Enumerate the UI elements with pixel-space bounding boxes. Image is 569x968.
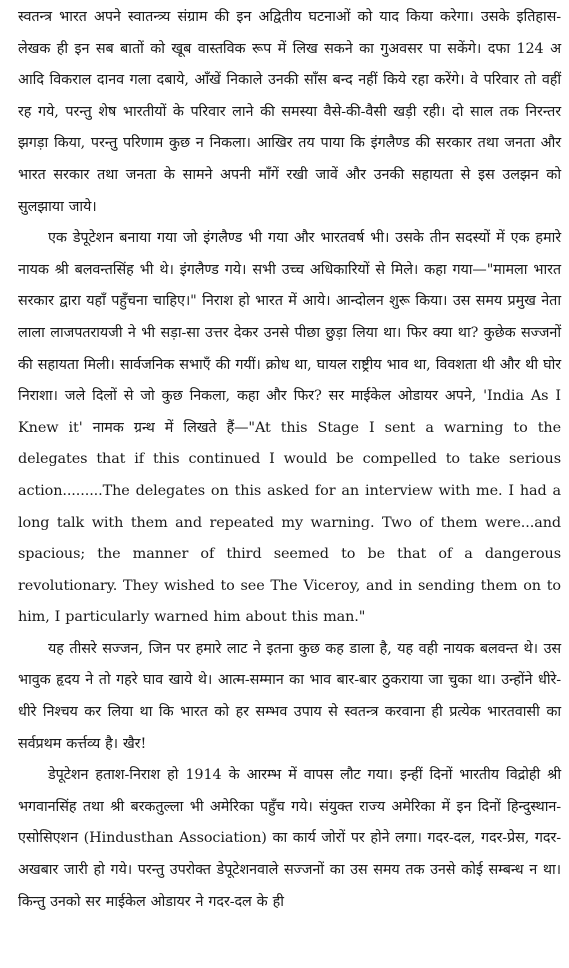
paragraph-2: एक डेपूटेशन बनाया गया जो इंगलैण्ड भी गया और भारतवर्ष भी। उसके तीन सदस्यों में एक हमारे नायक श्री बलवन्तसिंह भी थे। इंगलैण्ड गये। सभी उच्च अधिकारियों से मिले। कहा गया—"मामला भारत सरकार द्वारा यहाँ पहुँचना चाहिए।" निराश हो भारत में आये। आन्दोलन शुरू किया। उस समय प्रमुख नेता लाला लाजपतरायजी ने भी सड़ा-सा उत्तर देकर उनसे पीछा छुड़ा लिया था। फिर क्या था? कुछेक सज्जनों की सहायता मिली। सार्वजनिक सभाएँ की गयीं। क्रोध था, घायल राष्ट्रीय भाव था, विवशता थी और थी घोर निराशा। जले दिलों से जो कुछ निकला, कहा और फिर? सर माईकेल ओडायर अपने, 'India As I Knew it' नामक ग्रन्थ में लिखते हैं—"At this Stage I sent a warning to the delegates that if this continued I would be compelled to take serious action.........The delegates on this asked for an interview with me. I had a long talk with them and repeated my warning. Two of them were...and spacious; the manner of third seemed to be that of a dangerous revolutionary. They wished to see The Viceroy, and in sending them on to him, I particularly warned him about this man." (18, 230, 561, 626)
paragraph-4: डेपूटेशन हताश-निराश हो 1914 के आरम्भ में वापस लौट गया। इन्हीं दिनों भारतीय विद्रोही श्री भगवानसिंह तथा श्री बरकतुल्ला भी अमेरिका पहुँच गये। संयुक्त राज्य अमेरिका में इन दिनों हिन्दुस्थान-एसोसिएशन (Hindusthan Association) का कार्य जोरों पर होने लगा। गदर-दल, गदर-प्रेस, गदर-अखबार जारी हो गये। परन्तु उपरोक्त डेपूटेशनवाले सज्जनों का उस समय तक उनसे कोई सम्बन्ध न था। किन्तु उनको सर माईकेल ओडायर ने गदर-दल के ही (18, 767, 561, 910)
paragraph-1: स्वतन्त्र भारत अपने स्वातन्त्र्य संग्राम की इन अद्वितीय घटनाओं को याद किया करेगा। उसके इतिहास-लेखक ही इन सब बातों को खूब वास्तविक रूप में लिख सकने का गुअवसर पा सकेंगे। दफा 124 अ आदि विकराल दानव गला दबाये, आँखें निकाले उनकी साँस बन्द नहीं किये रहा करेंगे। वे परिवार तो वहीं रह गये, परन्तु शेष भारतीयों के परिवार लाने की समस्या वैसे-की-वैसी खड़ी रही। दो साल तक निरन्तर झगड़ा किया, परन्तु परिणाम कुछ न निकला। आखिर तय पाया कि इंगलैण्ड की सरकार तथा जनता और भारत सरकार तथा जनता के सामने अपनी माँगें रखी जावें और उनकी सहायता से इस उलझन को सुलझाया जाये। (18, 9, 561, 215)
paragraph-3: यह तीसरे सज्जन, जिन पर हमारे लाट ने इतना कुछ कह डाला है, यह वही नायक बलवन्त थे। उस भावुक हृदय ने तो गहरे घाव खाये थे। आत्म-सम्मान का भाव बार-बार ठुकराया जा चुका था। उन्होंने धीरे-धीरे निश्चय कर लिया था कि भारत को हर सम्भव उपाय से स्वतन्त्र करवाना ही प्रत्येक भारतवासी का सर्वप्रथम कर्त्तव्य है। खैर! (18, 640, 561, 752)
